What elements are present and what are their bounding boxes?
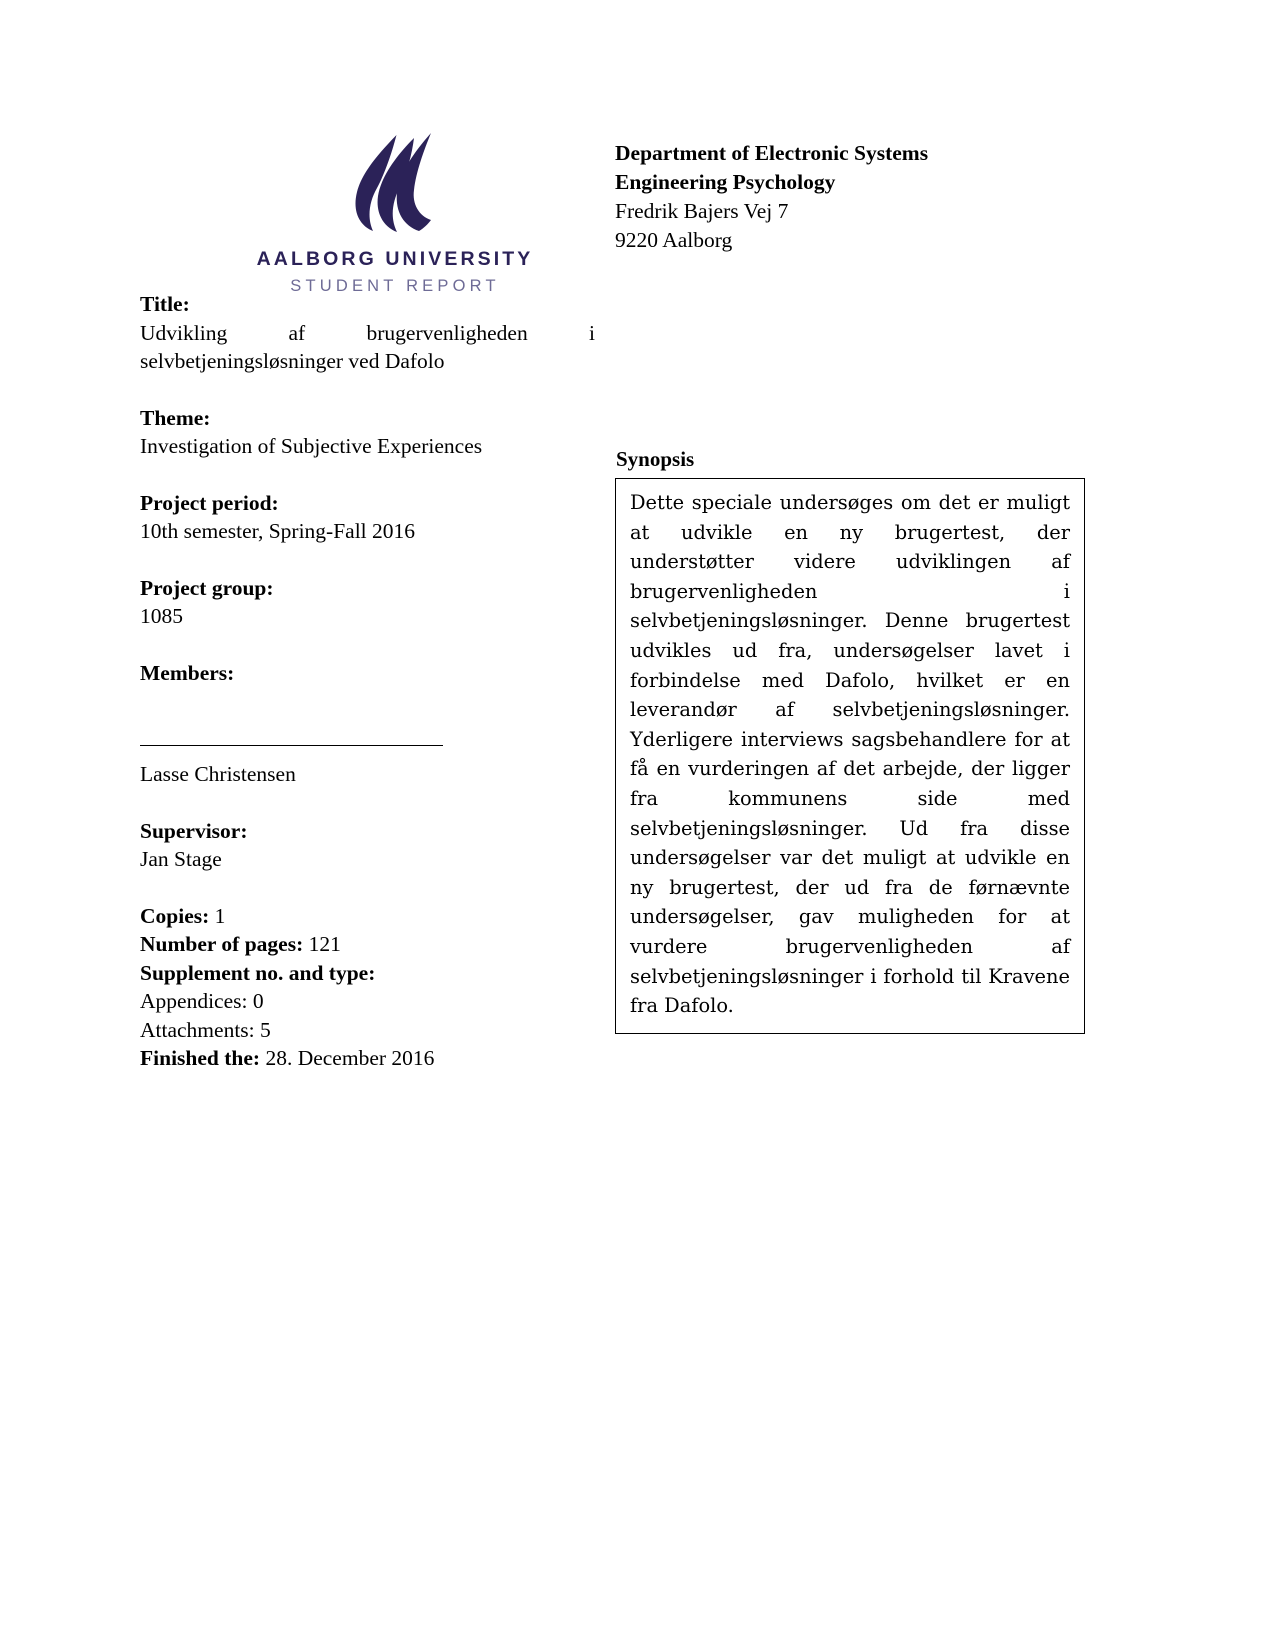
spacer: [140, 789, 595, 817]
field-title: [140, 290, 595, 376]
field-project-period: [140, 489, 595, 546]
aau-student-report-label: STUDENT REPORT: [290, 276, 500, 295]
aau-logo-block: [245, 132, 545, 294]
field-supplement: [140, 959, 595, 988]
number-of-pages-label: Number of pages:: [140, 932, 304, 956]
aau-wordmark: AALBORG UNIVERSITY: [256, 248, 534, 270]
supervisor-label: Supervisor:: [140, 818, 248, 843]
copies-value: 1: [214, 903, 226, 928]
number-of-pages-value: 121: [308, 932, 341, 956]
signature-line: [140, 745, 443, 746]
project-period-value: 10th semester, Spring-Fall 2016: [140, 519, 416, 543]
theme-value: Investigation of Subjective Experiences: [140, 434, 483, 458]
field-copies: [140, 902, 595, 931]
department-city: 9220 Aalborg: [615, 228, 733, 252]
theme-label: Theme:: [140, 405, 211, 430]
member-name: Lasse Christensen: [140, 762, 296, 786]
finished-value: 28. December 2016: [265, 1046, 435, 1070]
department-line-2: Engineering Psychology: [615, 170, 836, 194]
spacer: [140, 461, 595, 489]
synopsis-heading: Synopsis: [616, 447, 695, 471]
spacer: [140, 546, 595, 574]
field-supervisor: [140, 817, 595, 874]
department-street: Fredrik Bajers Vej 7: [615, 199, 789, 223]
field-number-of-pages: [140, 930, 595, 959]
field-finished: [140, 1044, 595, 1073]
field-members: [140, 659, 595, 789]
field-appendices: Appendices: 0: [140, 989, 264, 1013]
spacer: [140, 631, 595, 659]
supplement-label: Supplement no. and type:: [140, 960, 376, 985]
field-theme: [140, 404, 595, 461]
members-label: Members:: [140, 660, 235, 685]
copies-label: Copies:: [140, 903, 210, 928]
supervisor-value: Jan Stage: [140, 847, 222, 871]
department-address: [615, 139, 1075, 255]
project-group-value: 1085: [140, 604, 183, 628]
title-value: Udvikling af brugervenligheden i selvbetjeningsløsninger ved Dafolo: [140, 320, 595, 373]
project-period-label: Project period:: [140, 490, 279, 515]
report-metadata-column: [140, 290, 595, 1073]
department-line-1: Department of Electronic Systems: [615, 141, 929, 165]
field-project-group: [140, 574, 595, 631]
field-attachments: Attachments: 5: [140, 1017, 271, 1042]
spacer: [140, 874, 595, 902]
project-group-label: Project group:: [140, 575, 274, 600]
finished-label: Finished the:: [140, 1046, 261, 1070]
title-label: Title:: [140, 292, 190, 316]
aau-swoosh-logo-icon: [336, 132, 454, 236]
synopsis-box: Dette speciale undersøges om det er muligt at udvikle en ny brugertest, der understøtter videre udviklingen af brugervenligheden i selvbetjeningsløsninger. Denne brugertest udvikles ud fra, undersøgelser lavet i forbindelse med Dafolo, hvilket er en leverandør af selvbetjeningsløsninger. Yderligere interviews sagsbehandlere for at få en vurderingen af det arbejde, der ligger fra kommunens side med selvbetjeningsløsninger. Ud fra disse undersøgelser var det muligt at udvikle en ny brugertest, der ud fra de førnævnte undersøgelser, gav muligheden for at vurdere brugervenligheden af selvbetjeningsløsninger i forhold til Kravene fra Dafolo.: [615, 478, 1085, 1034]
spacer: [140, 376, 595, 404]
